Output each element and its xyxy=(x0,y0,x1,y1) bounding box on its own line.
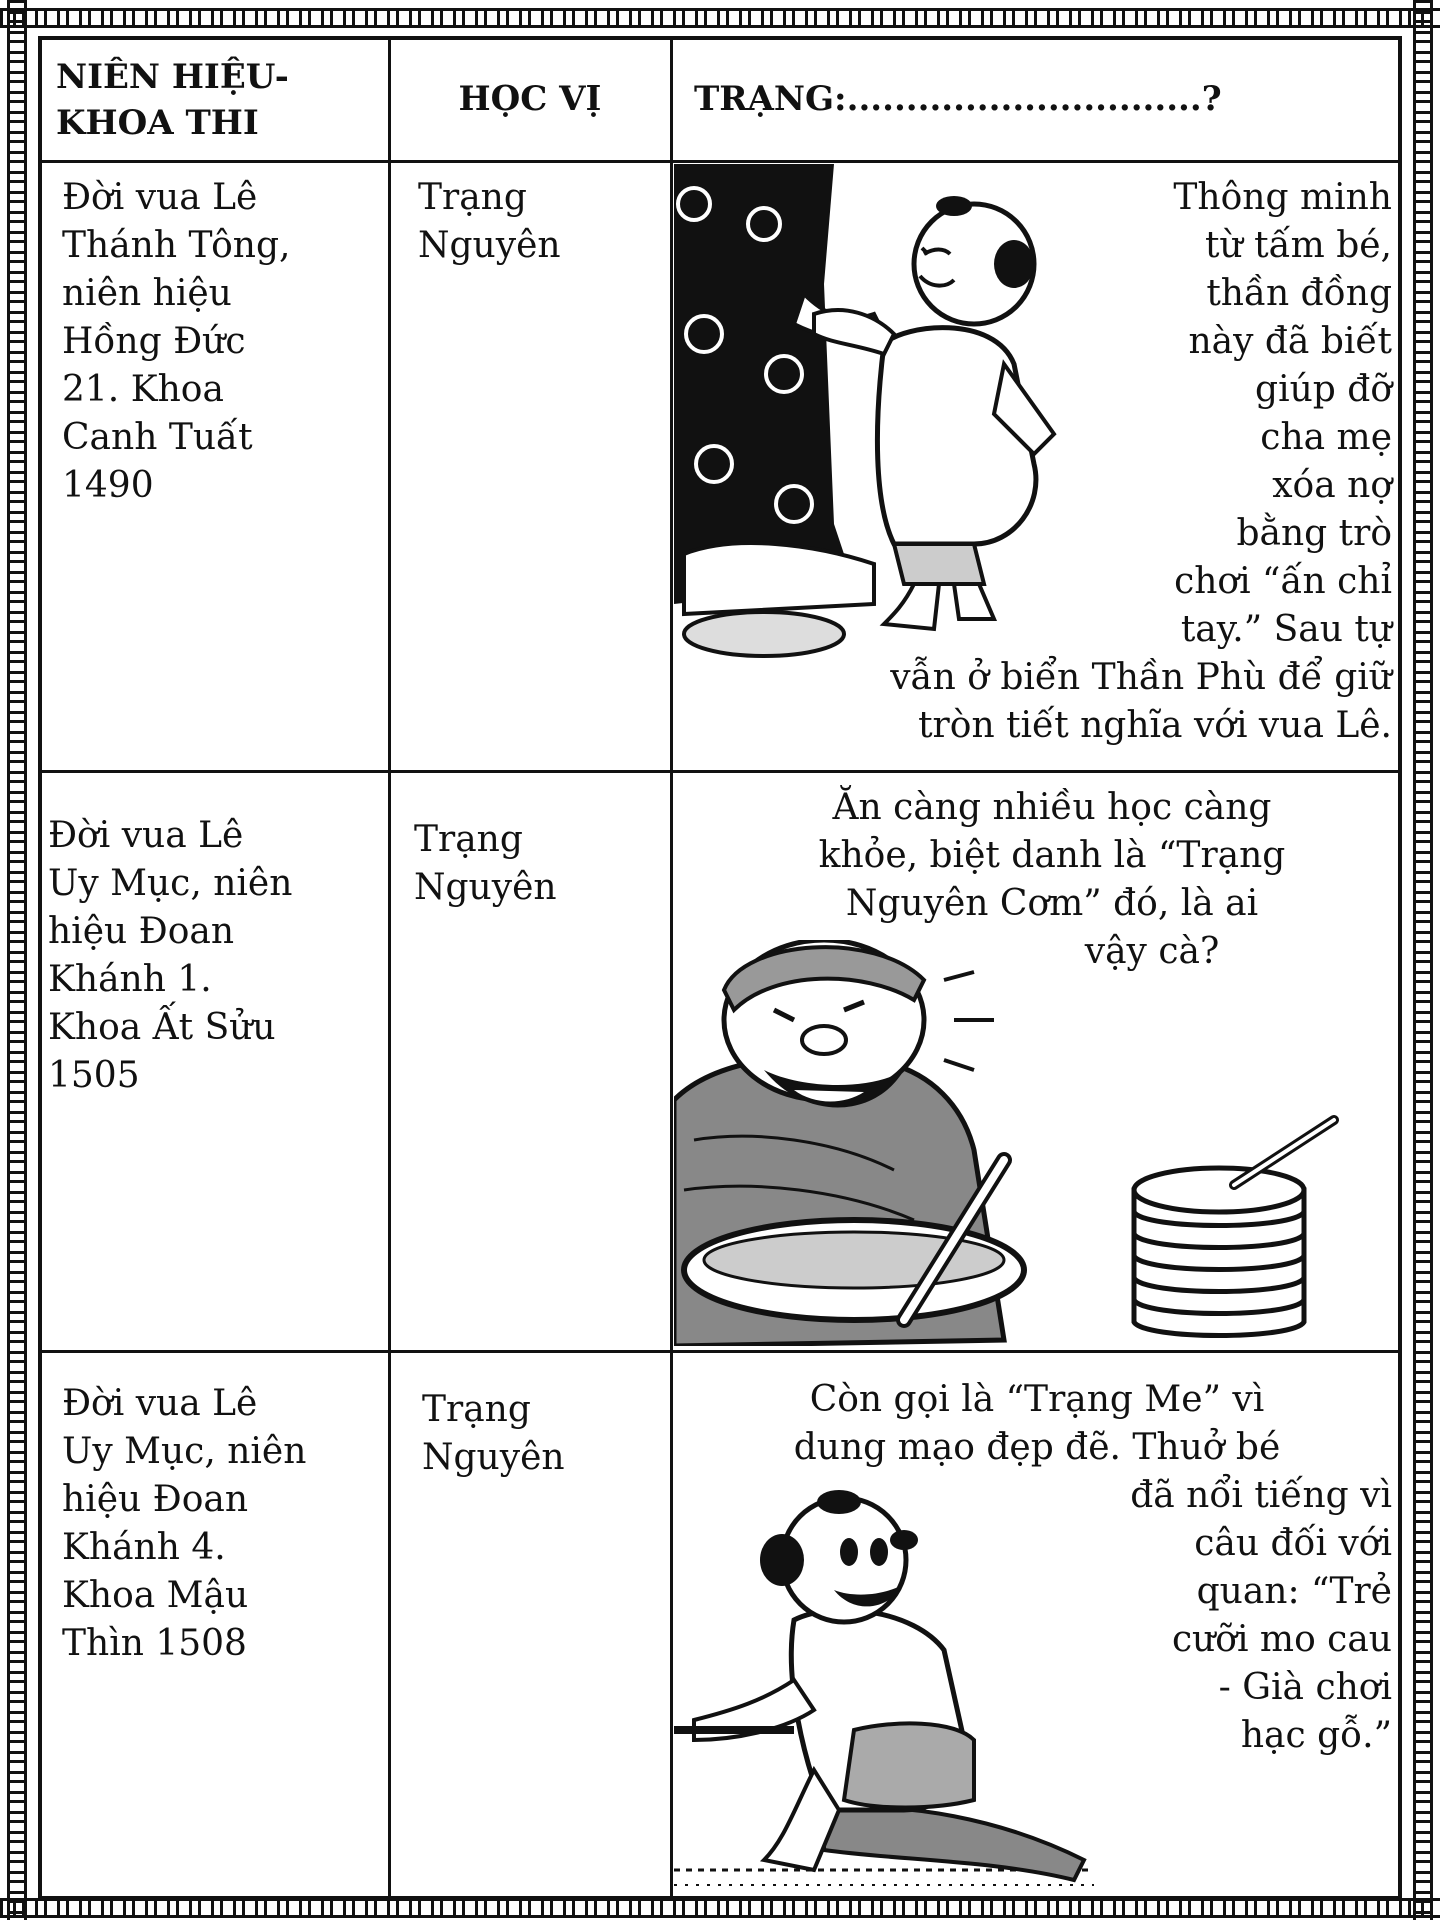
row1-story-line: cha mẹ xyxy=(1260,417,1392,458)
row1-degree-line: Nguyên xyxy=(418,225,561,266)
fret-border-top xyxy=(0,0,1440,34)
row2-era-line: Khoa Ất Sửu xyxy=(48,1007,276,1048)
row2-era-line: hiệu Đoan xyxy=(48,911,235,952)
row1-era-line: Hồng Đức xyxy=(62,321,246,362)
row1-story-line: vẫn ở biển Thần Phù để giữ xyxy=(890,657,1392,698)
row2-story-line: Nguyên Cơm” đó, là ai xyxy=(845,883,1259,924)
column-divider-1 xyxy=(388,40,391,1896)
row-divider-1 xyxy=(42,770,1398,773)
row1-story-line: tay.” Sau tự xyxy=(1180,609,1392,650)
row3-story-line: dung mạo đẹp đẽ. Thuở bé xyxy=(793,1427,1281,1468)
row3-era-line: Đời vua Lê xyxy=(62,1383,258,1424)
row1-story-line: tròn tiết nghĩa với vua Lê. xyxy=(918,705,1392,746)
row1-degree xyxy=(418,174,658,270)
row3-degree-line: Nguyên xyxy=(422,1437,565,1478)
row1-story-line: Thông minh xyxy=(1173,177,1392,218)
row2-era-line: Khánh 1. xyxy=(48,959,212,1000)
row3-story-line: câu đối với xyxy=(1194,1523,1392,1564)
row3-degree-line: Trạng xyxy=(422,1389,531,1430)
row1-degree-line: Trạng xyxy=(418,177,527,218)
row1-era-line: Canh Tuất xyxy=(62,417,253,458)
row1-era-line: 21. Khoa xyxy=(62,369,224,410)
row1-story-line: giúp đỡ xyxy=(1255,369,1392,410)
row1-story-line: thần đồng xyxy=(1206,273,1392,314)
row3-story-line: Còn gọi là “Trạng Me” vì xyxy=(809,1379,1265,1420)
row2-story-line: vậy cà? xyxy=(1084,931,1220,972)
header-era-column xyxy=(56,54,376,146)
row2-degree-line: Trạng xyxy=(414,819,523,860)
row-divider-2 xyxy=(42,1350,1398,1353)
row1-era-line: Thánh Tông, xyxy=(62,225,291,266)
header-divider xyxy=(42,160,1398,163)
row1-story-line: chơi “ấn chỉ xyxy=(1174,561,1392,602)
row2-story-line: khỏe, biệt danh là “Trạng xyxy=(818,835,1286,876)
row3-story-line: hạc gỗ.” xyxy=(1240,1715,1392,1756)
header-trang: TRẠNG:..............................? xyxy=(694,79,1222,119)
row3-story-line: cưỡi mo cau xyxy=(1171,1619,1392,1660)
row1-story-bottom xyxy=(682,654,1392,750)
row1-era xyxy=(62,174,368,510)
row2-era-line: Đời vua Lê xyxy=(48,815,244,856)
row3-era-line: Khánh 4. xyxy=(62,1527,226,1568)
header-degree: HỌC VỊ xyxy=(458,79,602,119)
fret-border-left xyxy=(0,0,34,1920)
row2-story-line: Ăn càng nhiều học càng xyxy=(832,787,1272,828)
row1-story-line: từ tấm bé, xyxy=(1205,225,1392,266)
row1-story-line: này đã biết xyxy=(1188,321,1392,362)
column-divider-2 xyxy=(670,40,673,1896)
row3-era-line: Uy Mục, niên xyxy=(62,1431,307,1472)
row2-era xyxy=(48,812,368,1100)
row1-story-line: xóa nợ xyxy=(1272,465,1392,506)
row3-era-line: hiệu Đoan xyxy=(62,1479,249,1520)
row3-era-line: Thìn 1508 xyxy=(62,1623,247,1664)
row2-era-line: 1505 xyxy=(48,1055,140,1096)
row2-era-line: Uy Mục, niên xyxy=(48,863,293,904)
row3-story-line: đã nổi tiếng vì xyxy=(1130,1475,1392,1516)
row1-era-line: niên hiệu xyxy=(62,273,232,314)
row1-era-line: Đời vua Lê xyxy=(62,177,258,218)
row2-degree xyxy=(414,816,654,912)
header-era-line-1: NIÊN HIỆU- xyxy=(56,57,289,97)
row1-story-right xyxy=(942,174,1392,654)
row3-story-line: quan: “Trẻ xyxy=(1196,1571,1392,1612)
trang-nguyen-table xyxy=(38,36,1402,1900)
header-era-line-2: KHOA THI xyxy=(56,103,259,143)
laughing-scholar-with-rice-bowls-illustration-icon xyxy=(674,940,1404,1346)
boy-riding-palm-sheath-illustration-icon xyxy=(674,1480,1094,1900)
row3-story-top xyxy=(682,1376,1392,1472)
row1-story-line: bằng trò xyxy=(1236,513,1392,554)
row3-story-line: - Già chơi xyxy=(1218,1667,1392,1708)
row1-era-line: 1490 xyxy=(62,465,154,506)
row3-degree xyxy=(422,1386,662,1482)
row2-degree-line: Nguyên xyxy=(414,867,557,908)
row3-era xyxy=(62,1380,368,1668)
row3-era-line: Khoa Mậu xyxy=(62,1575,249,1616)
fret-border-right xyxy=(1406,0,1440,1920)
